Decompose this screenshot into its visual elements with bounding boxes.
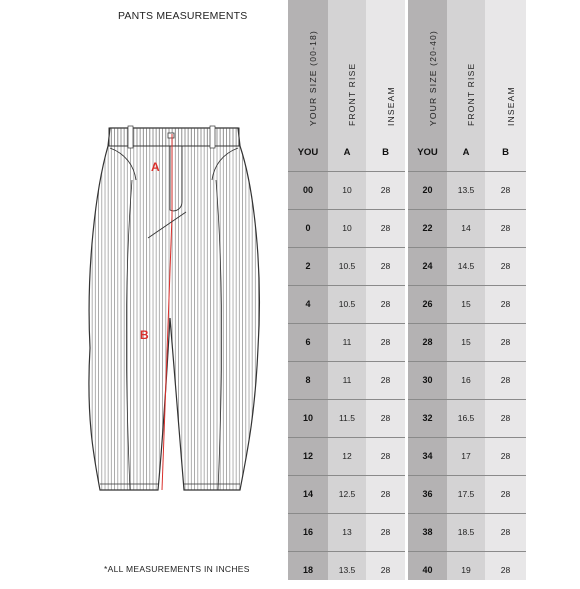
size-cell: 00 xyxy=(302,185,313,195)
inseam-cell: 28 xyxy=(500,527,511,537)
inseam-cell: 28 xyxy=(380,489,391,499)
rise-cell: 11 xyxy=(342,375,352,385)
rise-cell: 17 xyxy=(461,451,471,461)
header-letter: YOU xyxy=(297,147,319,158)
size-cell: 0 xyxy=(305,223,311,233)
rise-cell: 13.5 xyxy=(338,565,356,575)
label-b: B xyxy=(140,328,149,342)
size-cell: 40 xyxy=(422,565,433,575)
size-cell: 16 xyxy=(302,527,313,537)
column-size-left xyxy=(288,0,328,580)
inseam-cell: 28 xyxy=(500,337,511,347)
inseam-cell: 28 xyxy=(380,185,391,195)
inseam-cell: 28 xyxy=(500,451,511,461)
rise-cell: 19 xyxy=(461,565,471,575)
size-cell: 22 xyxy=(422,223,433,233)
inseam-cell: 28 xyxy=(380,565,391,575)
header-letter: B xyxy=(502,147,509,158)
inseam-cell: 28 xyxy=(500,565,511,575)
size-cell: 8 xyxy=(305,375,311,385)
size-cell: 38 xyxy=(422,527,433,537)
footnote: *ALL MEASUREMENTS IN INCHES xyxy=(104,564,250,574)
rise-cell: 10 xyxy=(342,185,352,195)
measurement-table xyxy=(288,0,580,580)
rise-cell: 12.5 xyxy=(338,489,356,499)
rise-cell: 16 xyxy=(461,375,471,385)
rise-cell: 18.5 xyxy=(457,527,475,537)
size-cell: 18 xyxy=(302,565,313,575)
header-letter: A xyxy=(343,147,351,158)
inseam-cell: 28 xyxy=(380,527,391,537)
size-cell: 4 xyxy=(305,299,311,309)
size-cell: 26 xyxy=(422,299,433,309)
header-size-left: YOUR SIZE (00-18) xyxy=(308,30,318,126)
size-cell: 6 xyxy=(305,337,311,347)
size-cell: 28 xyxy=(422,337,433,347)
size-cell: 30 xyxy=(422,375,433,385)
inseam-cell: 28 xyxy=(500,489,511,499)
column-size-right xyxy=(408,0,447,580)
header-rise-right: FRONT RISE xyxy=(466,62,476,126)
size-cell: 32 xyxy=(422,413,433,423)
size-cell: 20 xyxy=(422,185,433,195)
inseam-cell: 28 xyxy=(380,413,391,423)
inseam-cell: 28 xyxy=(500,223,511,233)
header-letter: B xyxy=(382,147,389,158)
header-rise-left: FRONT RISE xyxy=(347,62,357,126)
page-title: PANTS MEASUREMENTS xyxy=(118,10,248,22)
rise-cell: 11.5 xyxy=(339,413,355,423)
size-cell: 36 xyxy=(422,489,433,499)
inseam-cell: 28 xyxy=(380,299,391,309)
inseam-cell: 28 xyxy=(500,375,511,385)
header-inseam-right: INSEAM xyxy=(505,86,516,126)
rise-cell: 15 xyxy=(461,299,471,309)
rise-cell: 15 xyxy=(461,337,471,347)
rise-cell: 12 xyxy=(342,451,352,461)
size-cell: 14 xyxy=(302,489,313,499)
size-cell: 10 xyxy=(302,413,313,423)
inseam-cell: 28 xyxy=(380,375,391,385)
inseam-cell: 28 xyxy=(500,185,511,195)
column-inseam-left xyxy=(366,0,405,580)
rise-cell: 11 xyxy=(342,337,352,347)
size-cell: 12 xyxy=(302,451,313,461)
inseam-cell: 28 xyxy=(380,261,391,271)
rise-cell: 10.5 xyxy=(338,261,356,271)
rise-cell: 14.5 xyxy=(457,261,475,271)
rise-cell: 17.5 xyxy=(457,489,475,499)
inseam-cell: 28 xyxy=(380,337,391,347)
column-inseam-right xyxy=(485,0,526,580)
header-letter: YOU xyxy=(417,147,438,158)
header-inseam-left: INSEAM xyxy=(385,86,396,126)
rise-cell: 13 xyxy=(342,527,352,537)
header-size-right: YOUR SIZE (20-40) xyxy=(427,30,438,126)
rise-cell: 10.5 xyxy=(338,299,356,309)
pants-diagram xyxy=(88,118,268,518)
rise-cell: 13.5 xyxy=(457,185,475,195)
column-rise-right xyxy=(447,0,485,580)
inseam-cell: 28 xyxy=(380,451,391,461)
size-cell: 34 xyxy=(422,451,433,461)
rise-cell: 16.5 xyxy=(457,413,475,423)
header-letter: A xyxy=(462,147,470,158)
rise-cell: 10 xyxy=(342,223,352,233)
inseam-cell: 28 xyxy=(500,299,511,309)
column-rise-left xyxy=(328,0,366,580)
rise-cell: 14 xyxy=(461,223,471,233)
size-cell: 24 xyxy=(422,261,433,271)
size-cell: 2 xyxy=(305,261,311,271)
inseam-cell: 28 xyxy=(380,223,391,233)
inseam-cell: 28 xyxy=(500,261,511,271)
inseam-cell: 28 xyxy=(500,413,511,423)
label-a: A xyxy=(151,160,160,174)
